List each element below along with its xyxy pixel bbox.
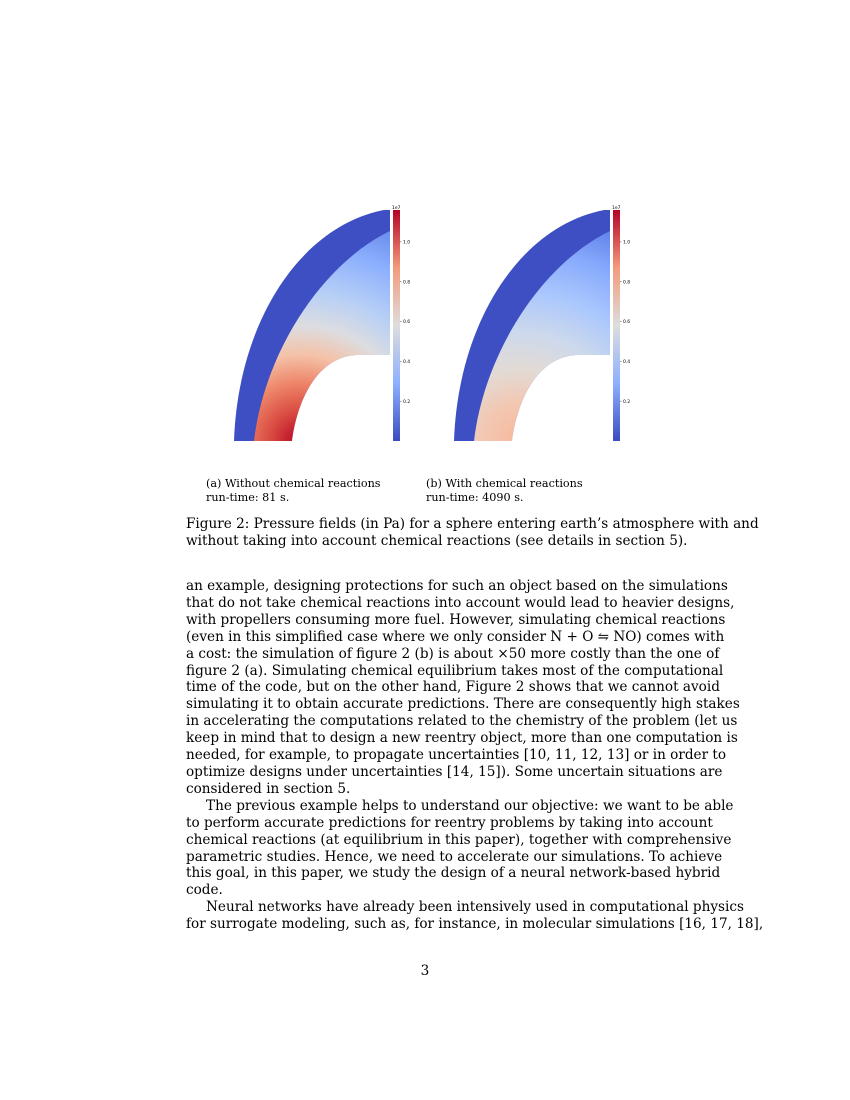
- subcaption-b: [426, 477, 583, 505]
- figure-caption: [186, 516, 759, 550]
- figure-panel-b: [448, 205, 631, 445]
- body-text: [186, 578, 764, 933]
- body-line: needed, for example, to propagate uncertainties [10, 11, 12, 13] or in order to: [186, 747, 727, 764]
- colorbar-tick-label: 1.0: [403, 240, 411, 246]
- subcaption-a-label: (a) Without chemical reactions: [206, 477, 381, 490]
- caption-line: Figure 2: Pressure fields (in Pa) for a sphere entering earth’s atmosphere with and: [186, 516, 759, 532]
- body-line: time of the code, but on the other hand, Figure 2 shows that we cannot avoid: [186, 679, 720, 696]
- page-number: 3: [420, 963, 430, 979]
- pressure-field-plot-b: [448, 205, 631, 445]
- colorbar-tick-label: 0.8: [623, 280, 631, 286]
- colorbar-ticks: [400, 239, 410, 404]
- body-line: this goal, in this paper, we study the design of a neural network-based hybrid: [186, 865, 721, 882]
- pressure-field-plot-a: [228, 205, 411, 445]
- body-line: code.: [186, 882, 223, 899]
- colorbar-tick-label: 0.4: [403, 359, 411, 365]
- body-line: The previous example helps to understand our objective: we want to be able: [206, 797, 734, 814]
- colorbar: [613, 210, 620, 441]
- subcaption-a: [206, 477, 381, 505]
- colorbar-exponent: 1e7: [392, 206, 401, 211]
- body-line: figure 2 (a). Simulating chemical equilibrium takes most of the computational: [186, 662, 724, 679]
- body-line: keep in mind that to design a new reentry object, more than one computation is: [186, 730, 738, 747]
- body-line: for surrogate modeling, such as, for instance, in molecular simulations [16, 17, 18],: [186, 916, 764, 933]
- colorbar-tick-label: 0.2: [403, 399, 411, 405]
- colorbar-tick-label: 0.2: [623, 399, 631, 405]
- body-line: that do not take chemical reactions into account would lead to heavier designs,: [186, 594, 735, 611]
- body-line: simulating it to obtain accurate predictions. There are consequently high stakes: [186, 696, 740, 713]
- colorbar-ticks: [620, 239, 630, 404]
- body-line: an example, designing protections for such an object based on the simulations: [186, 578, 728, 594]
- colorbar-tick-label: 0.8: [403, 280, 411, 286]
- colorbar-tick-label: 0.4: [623, 359, 631, 365]
- body-line: (even in this simplified case where we only consider N + O ⇋ NO) comes with: [186, 628, 725, 645]
- body-line: to perform accurate predictions for reentry problems by taking into account: [186, 814, 713, 831]
- body-line: with propellers consuming more fuel. However, simulating chemical reactions: [186, 611, 726, 628]
- body-line: optimize designs under uncertainties [14, 15]). Some uncertain situations are: [186, 763, 723, 780]
- body-line: parametric studies. Hence, we need to accelerate our simulations. To achieve: [186, 848, 723, 865]
- colorbar-exponent: 1e7: [612, 206, 621, 211]
- caption-line: without taking into account chemical reactions (see details in section 5).: [186, 533, 688, 549]
- subcaption-b-runtime: run-time: 4090 s.: [426, 491, 524, 504]
- colorbar-tick-label: 0.6: [623, 320, 631, 326]
- body-line: chemical reactions (at equilibrium in this paper), together with comprehensive: [186, 831, 732, 848]
- subcaption-a-runtime: run-time: 81 s.: [206, 491, 290, 504]
- body-line: considered in section 5.: [186, 780, 351, 797]
- body-line: Neural networks have already been intensively used in computational physics: [206, 899, 744, 916]
- colorbar-tick-label: 1.0: [623, 240, 631, 246]
- subcaption-b-label: (b) With chemical reactions: [426, 477, 583, 490]
- figure-panel-a: [228, 205, 411, 445]
- body-line: in accelerating the computations related to the chemistry of the problem (let us: [186, 713, 738, 730]
- colorbar: [393, 210, 400, 441]
- body-line: a cost: the simulation of figure 2 (b) is about ×50 more costly than the one of: [186, 645, 720, 662]
- colorbar-tick-label: 0.6: [403, 320, 411, 326]
